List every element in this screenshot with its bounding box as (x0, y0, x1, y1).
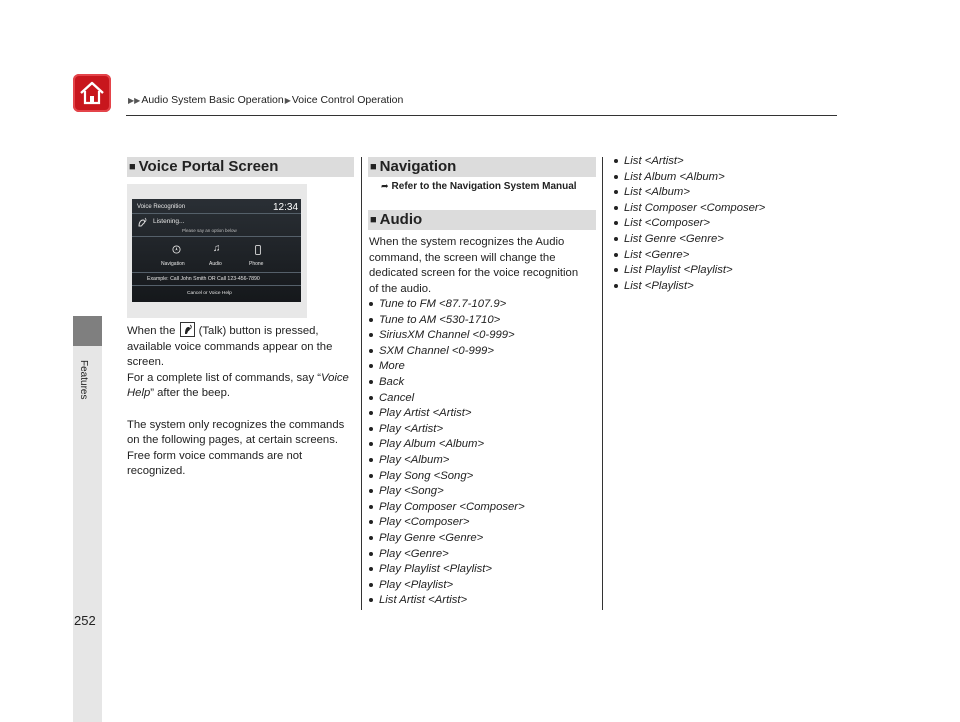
home-icon (78, 79, 106, 107)
voice-command-item: List Album <Album> (614, 170, 765, 186)
voice-command-item: List <Artist> (614, 154, 765, 170)
voice-command-item: Play <Genre> (369, 547, 525, 563)
voice-command-item: Play Playlist <Playlist> (369, 562, 525, 578)
section-header-voice-portal (127, 157, 354, 177)
voice-command-item: SXM Channel <0-999> (369, 344, 525, 360)
voice-command-item: Play Song <Song> (369, 469, 525, 485)
text-fragment: (Talk) button is pressed, (198, 325, 319, 337)
voice-command-item: Tune to FM <87.7-107.9> (369, 297, 525, 313)
voice-command-item: Play <Playlist> (369, 578, 525, 594)
section-title: Voice Portal Screen (138, 158, 279, 175)
screen-divider (132, 285, 301, 286)
section-tab-strip (73, 346, 102, 722)
talk-button-icon (180, 322, 195, 337)
section-title: Audio (379, 211, 423, 228)
voice-command-item: List Genre <Genre> (614, 232, 765, 248)
voice-command-item: Play Composer <Composer> (369, 500, 525, 516)
header-divider (126, 115, 837, 116)
text-fragment: ” after the beep. (150, 387, 230, 400)
navigation-icon (172, 245, 181, 254)
screen-clock: 12:34 (273, 202, 299, 213)
phone-icon (255, 245, 261, 255)
voice-command-item: List <Album> (614, 185, 765, 201)
section-header-navigation (368, 157, 596, 177)
screen-option-phone[interactable]: Phone (249, 261, 264, 267)
audio-command-list (369, 297, 525, 609)
screen-title: Voice Recognition (137, 204, 186, 210)
voice-command-item: List Playlist <Playlist> (614, 263, 765, 279)
voice-portal-description (127, 322, 353, 480)
voice-command-item: Play <Composer> (369, 515, 525, 531)
column-divider (602, 157, 603, 610)
text-line: of the audio. (369, 282, 432, 295)
voice-talk-icon (137, 217, 148, 228)
screen-example: Example: Call John Smith OR Call 123-456-7890 (147, 276, 260, 282)
breadcrumb (127, 94, 403, 106)
voice-command-item: SiriusXM Channel <0-999> (369, 328, 525, 344)
home-button[interactable] (73, 74, 111, 112)
reference-text[interactable]: Refer to the Navigation System Manual (391, 181, 577, 192)
voice-command-item: List Artist <Artist> (369, 593, 525, 609)
navigation-reference (381, 181, 577, 192)
voice-command-item: Play <Song> (369, 484, 525, 500)
page-number: 252 (74, 613, 96, 628)
text-line: dedicated screen for the voice recognition (369, 267, 579, 280)
text-line: available voice commands appear on the (127, 340, 333, 353)
text-line: screen. (127, 356, 165, 369)
music-note-icon: ♫ (213, 243, 221, 254)
text-fragment: When the (127, 325, 176, 337)
square-bullet-icon: ■ (370, 161, 377, 173)
voice-command-item: Back (369, 375, 525, 391)
breadcrumb-arrow-icon: ▶ (284, 95, 291, 105)
voice-command-item: List Composer <Composer> (614, 201, 765, 217)
reference-arrow-icon: ➦ (381, 181, 389, 191)
text-line: The system only recognizes the commands (127, 418, 345, 431)
square-bullet-icon: ■ (370, 214, 377, 226)
text-line: Free form voice commands are not (127, 449, 303, 462)
text-line (127, 386, 353, 402)
screen-status: Listening... (153, 218, 185, 225)
breadcrumb-item[interactable]: Audio System Basic Operation (141, 94, 284, 106)
voice-command-item: More (369, 359, 525, 375)
text-line: When the system recognizes the Audio (369, 236, 565, 248)
screen-prompt: Please say an option below (182, 228, 237, 233)
screen-option-navigation[interactable]: Navigation (161, 261, 185, 267)
voice-help-command: Voice (321, 371, 349, 384)
voice-command-item: Cancel (369, 391, 525, 407)
section-tab-marker (73, 316, 102, 346)
voice-help-command: Help (127, 387, 151, 400)
section-header-audio (368, 210, 596, 230)
text-line: command, the screen will change the (369, 251, 556, 264)
screen-divider (132, 272, 301, 273)
voice-command-item: Play Album <Album> (369, 437, 525, 453)
voice-command-item: Play Artist <Artist> (369, 406, 525, 422)
voice-recognition-screen (132, 199, 301, 302)
text-fragment: For a complete list of commands, say “ (127, 371, 321, 384)
text-line (127, 371, 353, 387)
voice-command-item: Play <Album> (369, 453, 525, 469)
screen-cancel-option[interactable]: Cancel or Voice Help (187, 291, 232, 296)
square-bullet-icon: ■ (129, 161, 136, 173)
voice-command-item: Tune to AM <530-1710> (369, 313, 525, 329)
voice-command-item: List <Playlist> (614, 279, 765, 295)
breadcrumb-arrow-icon: ▶▶ (128, 95, 141, 105)
voice-command-item: Play Genre <Genre> (369, 531, 525, 547)
audio-command-list-continued (614, 154, 765, 294)
screen-divider (132, 213, 301, 214)
audio-intro (369, 235, 597, 297)
column-divider (361, 157, 362, 610)
screen-option-audio[interactable]: Audio (209, 261, 222, 267)
section-title: Navigation (379, 158, 457, 175)
text-line: on the following pages, at certain screens. (127, 434, 339, 447)
breadcrumb-item[interactable]: Voice Control Operation (291, 94, 404, 106)
screen-divider (132, 236, 301, 237)
voice-command-item: Play <Artist> (369, 422, 525, 438)
section-tab-label: Features (78, 360, 89, 400)
voice-command-item: List <Genre> (614, 248, 765, 264)
text-line (127, 322, 353, 340)
voice-command-item: List <Composer> (614, 216, 765, 232)
text-line: recognized. (127, 465, 186, 478)
